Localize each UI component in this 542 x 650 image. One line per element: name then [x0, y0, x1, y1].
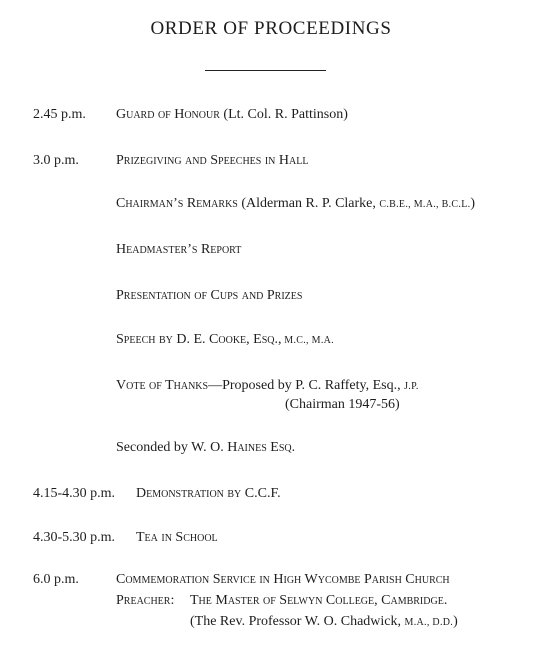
item-preacher: The Master of Selwyn College, Cambridge. [190, 593, 448, 608]
time-commemoration: 6.0 p.m. [33, 572, 79, 587]
item-tea: Tea in School [136, 530, 218, 545]
item-speech-honours: M.C., M.A. [281, 335, 334, 346]
item-preacher-detail [190, 614, 458, 631]
item-guard-of-honour-label: Guard of Honour [116, 107, 220, 122]
item-guard-of-honour-detail: (Lt. Col. R. Pattinson) [219, 107, 348, 122]
item-preacher-detail-text: (The Rev. Professor W. O. Chadwick, [190, 614, 405, 629]
item-seconded-surname: Haines Esq. [227, 440, 296, 455]
item-speech [116, 332, 334, 349]
time-guard-of-honour: 2.45 p.m. [33, 107, 86, 122]
item-preacher-honours: M.A., D.D. [404, 617, 454, 628]
item-seconded-text: Seconded by W. O. [116, 440, 228, 455]
item-vote-of-thanks-honours: J.P. [404, 381, 419, 392]
item-vote-of-thanks-label: Vote of Thanks [116, 378, 209, 393]
item-seconded [116, 440, 295, 456]
item-preacher-label: Preacher: [116, 593, 175, 608]
item-demonstration-detail: C.C.F. [241, 486, 281, 501]
item-commemoration: Commemoration Service in High Wycombe Parish Church [116, 572, 450, 587]
item-demonstration [136, 486, 281, 502]
item-chairman-remarks-detail: (Alderman R. P. Clarke, [237, 196, 380, 211]
title-divider [205, 70, 326, 71]
item-headmaster-report: Headmaster’s Report [116, 242, 242, 257]
item-preacher-close: ) [453, 614, 458, 629]
item-vote-of-thanks-detail: —Proposed by P. C. Raffety, Esq., [208, 378, 405, 393]
item-speech-name: D. E. [172, 332, 210, 347]
item-prizegiving: Prizegiving and Speeches in Hall [116, 153, 309, 168]
item-speech-surname: Cooke, Esq., [209, 332, 282, 347]
time-demonstration: 4.15-4.30 p.m. [33, 486, 116, 501]
item-chairman-remarks-label: Chairman’s Remarks [116, 196, 238, 211]
page-title: ORDER OF PROCEEDINGS [150, 18, 392, 39]
time-tea: 4.30-5.30 p.m. [33, 530, 116, 545]
item-vote-of-thanks-note: (Chairman 1947-56) [285, 397, 400, 412]
item-guard-of-honour [116, 107, 348, 123]
item-presentation: Presentation of Cups and Prizes [116, 288, 303, 303]
item-chairman-remarks-close: ) [470, 196, 476, 211]
item-vote-of-thanks [116, 378, 419, 395]
item-chairman-remarks-honours: C.B.E., M.A., B.C.L. [379, 199, 471, 210]
time-prizegiving: 3.0 p.m. [33, 153, 79, 168]
item-speech-label: Speech by [116, 332, 173, 347]
item-chairman-remarks [116, 196, 475, 213]
item-demonstration-label: Demonstration by [136, 486, 242, 501]
